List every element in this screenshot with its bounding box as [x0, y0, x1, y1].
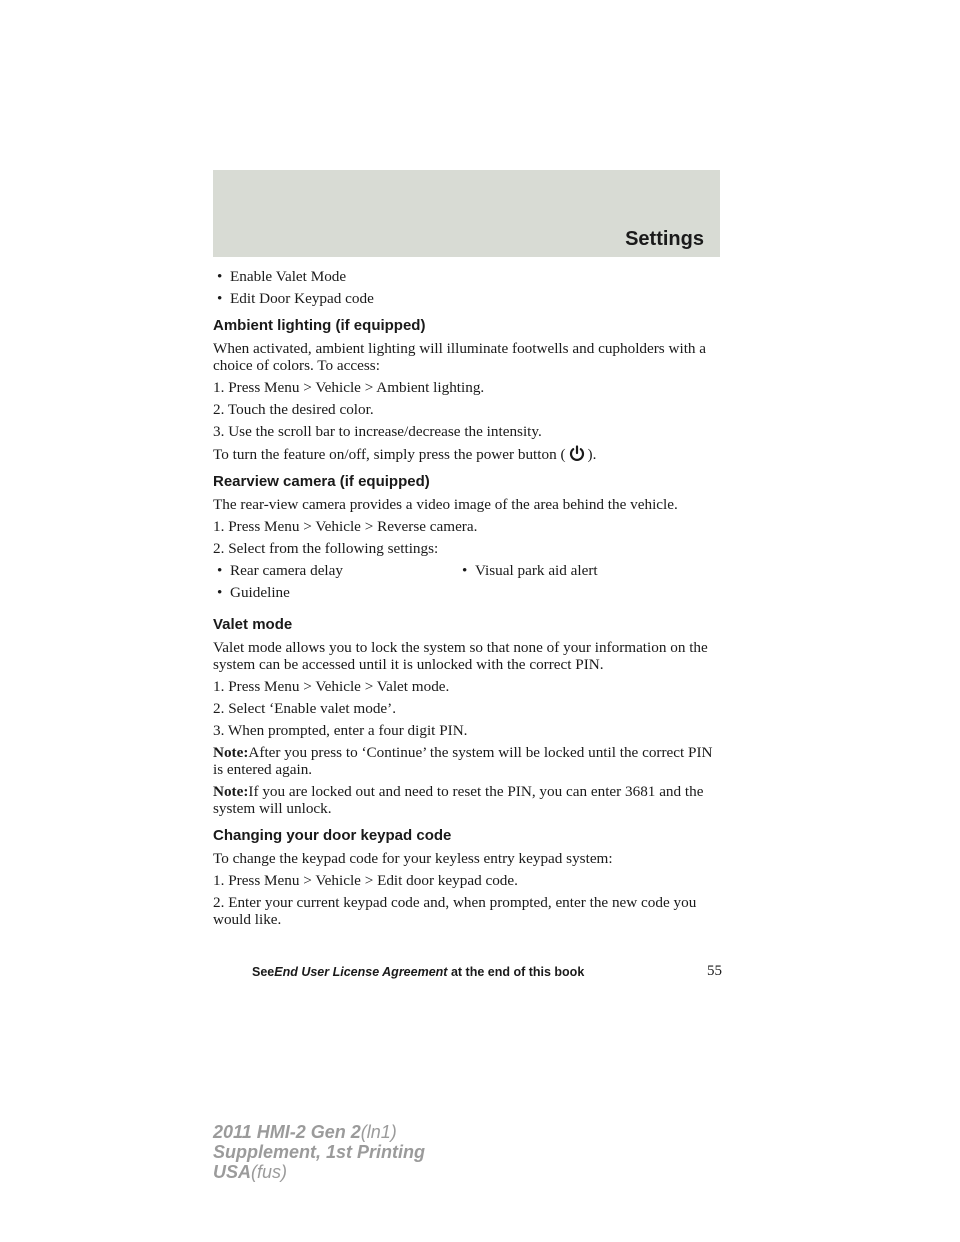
ambient-step-3: 3. Use the scroll bar to increase/decrease the intensity. — [213, 423, 542, 440]
power-instruction: To turn the feature on/off, simply press the power button ( ). — [213, 446, 597, 463]
rearview-paragraph: The rear-view camera provides a video image of the area behind the vehicle. — [213, 496, 678, 513]
heading-rearview-camera: Rearview camera (if equipped) — [213, 473, 430, 490]
power-icon — [566, 445, 588, 461]
keypad-step-1: 1. Press Menu > Vehicle > Edit door keypad code. — [213, 872, 518, 889]
rearview-step-1: 1. Press Menu > Vehicle > Reverse camera. — [213, 518, 478, 535]
ambient-step-2: 2. Touch the desired color. — [213, 401, 374, 418]
rearview-settings-list — [213, 562, 723, 606]
keypad-paragraph: To change the keypad code for your keyless entry keypad system: — [213, 850, 613, 867]
rearview-step-2: 2. Select from the following settings: — [213, 540, 439, 557]
print-info: 2011 HMI-2 Gen 2(ln1) Supplement, 1st Printing USA(fus) — [213, 1122, 426, 1182]
list-item: • Guideline — [217, 584, 290, 601]
valet-step-2: 2. Select ‘Enable valet mode’. — [213, 700, 397, 717]
valet-step-1: 1. Press Menu > Vehicle > Valet mode. — [213, 678, 450, 695]
page-number: 55 — [707, 963, 722, 979]
page-content — [213, 268, 723, 933]
list-item: • Edit Door Keypad code — [217, 290, 374, 307]
valet-paragraph: Valet mode allows you to lock the system so that none of your information on the system can be accessed until it is unlocked with the correct PIN. — [213, 639, 708, 673]
keypad-step-2: 2. Enter your current keypad code and, when prompted, enter the new code you would like. — [213, 894, 697, 928]
section-header-band — [213, 170, 720, 257]
heading-valet-mode: Valet mode — [213, 616, 293, 633]
heading-door-keypad: Changing your door keypad code — [213, 827, 452, 844]
section-title: Settings — [625, 228, 704, 250]
valet-step-3: 3. When prompted, enter a four digit PIN. — [213, 722, 468, 739]
valet-note-2: Note:If you are locked out and need to reset the PIN, you can enter 3681 and the system will unlock. — [213, 783, 704, 817]
list-item: • Visual park aid alert — [462, 562, 598, 579]
ambient-step-1: 1. Press Menu > Vehicle > Ambient lighting. — [213, 379, 485, 396]
ambient-paragraph: When activated, ambient lighting will illuminate footwells and cupholders with a choice of colors. To access: — [213, 340, 707, 374]
heading-ambient-lighting: Ambient lighting (if equipped) — [213, 317, 426, 334]
footer-license-note: SeeEnd User License Agreement at the end of this book — [252, 965, 585, 979]
list-item: • Enable Valet Mode — [217, 268, 347, 285]
list-item: • Rear camera delay — [217, 562, 343, 579]
valet-note-1: Note:After you press to ‘Continue’ the system will be locked until the correct PIN is entered again. — [213, 744, 713, 778]
